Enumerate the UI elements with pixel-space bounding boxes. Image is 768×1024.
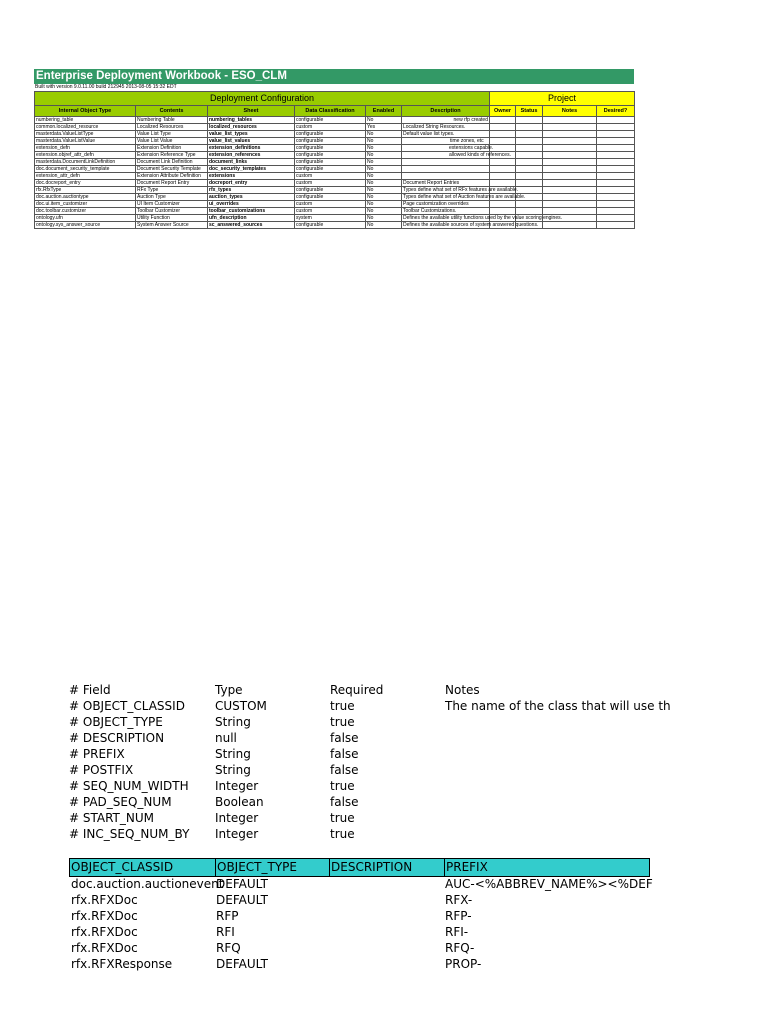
field-cell: # SEQ_NUM_WIDTH — [69, 779, 189, 793]
table-cell: No — [366, 145, 402, 152]
table-row — [35, 131, 635, 138]
table-cell — [543, 159, 597, 166]
table-cell: Toolbar Customizations. — [402, 208, 490, 215]
table-cell — [490, 145, 516, 152]
table-cell — [490, 208, 516, 215]
prefix-cell: RFI — [216, 925, 235, 939]
field-cell: true — [330, 811, 355, 825]
table-row — [35, 138, 635, 145]
table-cell: localized_resources — [208, 124, 295, 131]
table-cell: document_links — [208, 159, 295, 166]
field-cell: true — [330, 827, 355, 841]
table-cell: extension_references — [208, 152, 295, 159]
table-cell — [516, 208, 543, 215]
table-cell: docreport_entry — [208, 180, 295, 187]
table-cell: System Answer Source — [136, 222, 208, 229]
table-cell: time zones, etc — [402, 138, 490, 145]
table-cell: doc_security_templates — [208, 166, 295, 173]
table-row — [35, 159, 635, 166]
table-cell — [490, 180, 516, 187]
field-cell: # START_NUM — [69, 811, 155, 825]
table-cell: Default value list types. — [402, 131, 490, 138]
column-header: Description — [402, 106, 490, 117]
prefix-cell: rfx.RFXDoc — [71, 893, 138, 907]
prefix-cell: DEFAULT — [216, 877, 268, 891]
table-cell — [490, 124, 516, 131]
table-cell — [543, 180, 597, 187]
table-row — [35, 187, 635, 194]
field-cell: false — [330, 795, 359, 809]
field-cell: # INC_SEQ_NUM_BY — [69, 827, 190, 841]
table-cell: No — [366, 208, 402, 215]
table-cell: Utility Function — [136, 215, 208, 222]
table-cell — [402, 166, 490, 173]
table-cell — [597, 131, 635, 138]
deployment-workbook — [34, 69, 634, 229]
table-cell — [543, 145, 597, 152]
prefix-cell: rfx.RFXDoc — [71, 941, 138, 955]
table-cell: doc.document_security_template — [35, 166, 136, 173]
table-cell: Types define what set of Auction features are available. — [403, 194, 526, 200]
table-row — [35, 152, 635, 159]
field-cell: false — [330, 747, 359, 761]
table-cell — [543, 208, 597, 215]
table-cell — [490, 131, 516, 138]
table-cell: extensions — [208, 173, 295, 180]
table-cell — [516, 152, 543, 159]
prefix-cell: rfx.RFXDoc — [71, 925, 138, 939]
group-project: Project — [490, 92, 635, 106]
table-cell: ontology.sys_answer_source — [35, 222, 136, 229]
field-cell: Boolean — [215, 795, 264, 809]
table-cell: Types define what set of RFx features are available. — [403, 187, 519, 193]
column-header: Owner — [490, 106, 516, 117]
table-cell: Document Report Entry — [136, 180, 208, 187]
table-cell — [543, 194, 597, 201]
field-header-type: Type — [215, 683, 243, 697]
table-cell — [490, 117, 516, 124]
prefix-header-object-classid: OBJECT_CLASSID — [70, 859, 216, 876]
column-header: Desired? — [597, 106, 635, 117]
prefix-cell: RFQ- — [445, 941, 475, 955]
table-cell: RFx Type — [136, 187, 208, 194]
field-cell: # POSTFIX — [69, 763, 134, 777]
field-cell: Integer — [215, 811, 259, 825]
table-row — [35, 222, 635, 229]
table-cell — [516, 159, 543, 166]
table-cell: Document Security Template — [136, 166, 208, 173]
table-cell — [597, 159, 635, 166]
column-header: Enabled — [366, 106, 402, 117]
table-cell: No — [366, 215, 402, 222]
prefix-cell: DEFAULT — [216, 957, 268, 971]
table-cell — [516, 138, 543, 145]
table-cell: No — [366, 166, 402, 173]
table-cell: doc.auction.auctiontype — [35, 194, 136, 201]
table-cell — [597, 145, 635, 152]
field-cell: String — [215, 763, 251, 777]
field-cell: String — [215, 715, 251, 729]
table-cell: Defines the available utility functions used by the value scoring engines. — [403, 215, 562, 221]
prefix-header-row — [69, 858, 650, 877]
table-cell: custom — [295, 180, 366, 187]
table-cell: No — [366, 201, 402, 208]
table-cell: No — [366, 117, 402, 124]
table-cell: Numbering Table — [136, 117, 208, 124]
table-cell — [597, 180, 635, 187]
table-cell: Extension Attribute Definition — [136, 173, 208, 180]
table-cell: configurable — [295, 117, 366, 124]
field-cell: false — [330, 763, 359, 777]
field-cell: true — [330, 699, 355, 713]
table-row — [35, 166, 635, 173]
table-cell: extensions capable. — [402, 145, 490, 152]
table-cell: doc.docreport_entry — [35, 180, 136, 187]
table-cell — [490, 173, 516, 180]
table-cell: configurable — [295, 145, 366, 152]
table-cell: numbering_table — [35, 117, 136, 124]
table-cell: custom — [295, 173, 366, 180]
table-cell: UI Item Customizer — [136, 201, 208, 208]
table-cell: new rfp created — [402, 117, 490, 124]
table-cell — [597, 166, 635, 173]
prefix-row — [69, 941, 649, 957]
field-cell: Integer — [215, 827, 259, 841]
table-cell: system — [295, 215, 366, 222]
table-cell: doc.ui.item_customizer — [35, 201, 136, 208]
table-row — [35, 208, 635, 215]
table-cell — [516, 166, 543, 173]
table-cell: custom — [295, 124, 366, 131]
table-cell: sc_answered_sources — [208, 222, 295, 229]
table-cell: auction_types — [208, 194, 295, 201]
table-cell — [597, 201, 635, 208]
column-header: Notes — [543, 106, 597, 117]
table-cell — [490, 201, 516, 208]
column-header: Contents — [136, 106, 208, 117]
table-cell — [597, 173, 635, 180]
field-cell: String — [215, 747, 251, 761]
table-cell: masterdata.DocumentLinkDefinition — [35, 159, 136, 166]
table-cell — [490, 166, 516, 173]
prefix-header-description: DESCRIPTION — [330, 859, 445, 876]
table-cell: value_list_values — [208, 138, 295, 145]
table-cell: configurable — [295, 222, 366, 229]
table-cell — [543, 131, 597, 138]
table-cell: rfx.RfxType — [35, 187, 136, 194]
column-header: Sheet — [208, 106, 295, 117]
table-row — [35, 180, 635, 187]
table-cell: No — [366, 138, 402, 145]
table-row — [35, 117, 635, 124]
table-cell: numbering_tables — [208, 117, 295, 124]
prefix-cell: AUC-<%ABBREV_NAME%><%DEF — [445, 877, 653, 891]
table-cell — [597, 215, 635, 222]
table-row — [35, 173, 635, 180]
table-cell — [597, 117, 635, 124]
table-cell: rfx_types — [208, 187, 295, 194]
table-cell: extension_definitions — [208, 145, 295, 152]
table-cell: Extension Reference Type — [136, 152, 208, 159]
table-cell — [597, 194, 635, 201]
table-cell: ontology.ufn — [35, 215, 136, 222]
prefix-row — [69, 909, 649, 925]
table-cell — [516, 173, 543, 180]
table-cell: configurable — [295, 152, 366, 159]
table-cell — [543, 187, 597, 194]
table-cell — [597, 187, 635, 194]
table-cell: No — [366, 180, 402, 187]
table-cell — [597, 222, 635, 229]
field-cell: # PREFIX — [69, 747, 125, 761]
table-cell: Auction Type — [136, 194, 208, 201]
table-cell: Extension Definition — [136, 145, 208, 152]
column-header: Status — [516, 106, 543, 117]
prefix-cell: rfx.RFXResponse — [71, 957, 173, 971]
table-cell: configurable — [295, 166, 366, 173]
table-cell: Yes — [366, 124, 402, 131]
table-cell — [490, 138, 516, 145]
table-cell: No — [366, 159, 402, 166]
table-cell: Value List Type — [136, 131, 208, 138]
table-cell: allowed kinds of references. — [402, 152, 490, 159]
field-cell: # DESCRIPTION — [69, 731, 165, 745]
field-cell: # OBJECT_CLASSID — [69, 699, 185, 713]
table-cell: Toolbar Customizer — [136, 208, 208, 215]
field-cell: null — [215, 731, 237, 745]
table-cell: extension.objref_attr_defn — [35, 152, 136, 159]
table-cell — [597, 138, 635, 145]
table-cell: No — [366, 152, 402, 159]
table-cell: Page customization overrides — [402, 201, 490, 208]
table-cell: ufn_description — [208, 215, 295, 222]
table-cell: configurable — [295, 194, 366, 201]
table-cell — [543, 166, 597, 173]
table-cell — [490, 159, 516, 166]
prefix-header-object-type: OBJECT_TYPE — [216, 859, 330, 876]
field-cell: CUSTOM — [215, 699, 267, 713]
table-cell — [516, 131, 543, 138]
table-cell: No — [366, 131, 402, 138]
table-cell: custom — [295, 208, 366, 215]
column-header: Internal Object Type — [35, 106, 136, 117]
prefix-cell: RFQ — [216, 941, 241, 955]
table-cell — [516, 124, 543, 131]
table-cell: configurable — [295, 131, 366, 138]
table-cell: Localized Resources — [136, 124, 208, 131]
field-header-required: Required — [330, 683, 384, 697]
field-cell: true — [330, 779, 355, 793]
workbook-title: Enterprise Deployment Workbook - ESO_CLM — [34, 69, 634, 84]
table-cell: ui_overrides — [208, 201, 295, 208]
field-cell: Integer — [215, 779, 259, 793]
prefix-cell: doc.auction.auctionevent — [71, 877, 224, 891]
table-row — [35, 215, 635, 222]
table-cell — [402, 159, 490, 166]
table-cell — [516, 201, 543, 208]
table-cell — [543, 152, 597, 159]
field-cell: false — [330, 731, 359, 745]
table-cell — [516, 187, 543, 194]
table-cell: Localized String Resources. — [402, 124, 490, 131]
table-cell — [543, 138, 597, 145]
table-cell — [543, 117, 597, 124]
prefix-cell: rfx.RFXDoc — [71, 909, 138, 923]
table-cell — [597, 208, 635, 215]
table-row — [35, 201, 635, 208]
prefix-cell: DEFAULT — [216, 893, 268, 907]
group-deployment-configuration: Deployment Configuration — [35, 92, 490, 106]
table-cell: No — [366, 222, 402, 229]
field-header-notes: Notes — [445, 683, 480, 697]
table-row — [35, 145, 635, 152]
field-cell: # PAD_SEQ_NUM — [69, 795, 172, 809]
prefix-cell: RFX- — [445, 893, 473, 907]
prefix-cell: PROP- — [445, 957, 482, 971]
table-cell: common.localized_resource — [35, 124, 136, 131]
table-row — [35, 124, 635, 131]
table-cell — [402, 173, 490, 180]
table-cell: masterdata.ValueListValue — [35, 138, 136, 145]
table-cell — [543, 173, 597, 180]
table-cell: No — [366, 187, 402, 194]
table-cell — [516, 145, 543, 152]
table-cell — [543, 201, 597, 208]
table-cell: No — [366, 194, 402, 201]
column-header: Data Classification — [295, 106, 366, 117]
field-cell: The name of the class that will use th — [445, 699, 671, 713]
table-cell: configurable — [295, 138, 366, 145]
field-cell: # OBJECT_TYPE — [69, 715, 163, 729]
table-cell: configurable — [295, 159, 366, 166]
table-cell: Value List Value — [136, 138, 208, 145]
field-cell: true — [330, 715, 355, 729]
table-cell: No — [366, 173, 402, 180]
workbook-table — [34, 91, 635, 229]
table-cell — [597, 152, 635, 159]
prefix-cell: RFP — [216, 909, 239, 923]
table-cell: Document Link Definition — [136, 159, 208, 166]
field-header-field: # Field — [69, 683, 111, 697]
table-cell: masterdata.ValueListType — [35, 131, 136, 138]
table-row — [35, 194, 635, 201]
table-cell: Defines the available sources of system answered questions. — [403, 222, 539, 228]
prefix-row — [69, 957, 649, 973]
prefix-header-prefix: PREFIX — [446, 860, 488, 874]
table-cell: custom — [295, 201, 366, 208]
table-cell: doc.toolbar.customizer — [35, 208, 136, 215]
table-cell: extension_attr_defn — [35, 173, 136, 180]
table-cell: toolbar_customizations — [208, 208, 295, 215]
table-cell: Document Report Entries — [402, 180, 490, 187]
workbook-build-info: Built with version 9.0.11.00 build 212945 2013-08-05 15:32 EDT — [35, 84, 177, 90]
prefix-row — [69, 893, 649, 909]
prefix-cell: RFI- — [445, 925, 469, 939]
prefix-cell: RFP- — [445, 909, 472, 923]
table-cell — [543, 124, 597, 131]
table-cell: configurable — [295, 187, 366, 194]
table-cell — [543, 222, 597, 229]
table-cell: value_list_types — [208, 131, 295, 138]
table-cell — [516, 117, 543, 124]
prefix-row — [69, 877, 653, 893]
table-cell — [516, 180, 543, 187]
table-cell — [597, 124, 635, 131]
table-cell: extension_defn — [35, 145, 136, 152]
prefix-row — [69, 925, 649, 941]
